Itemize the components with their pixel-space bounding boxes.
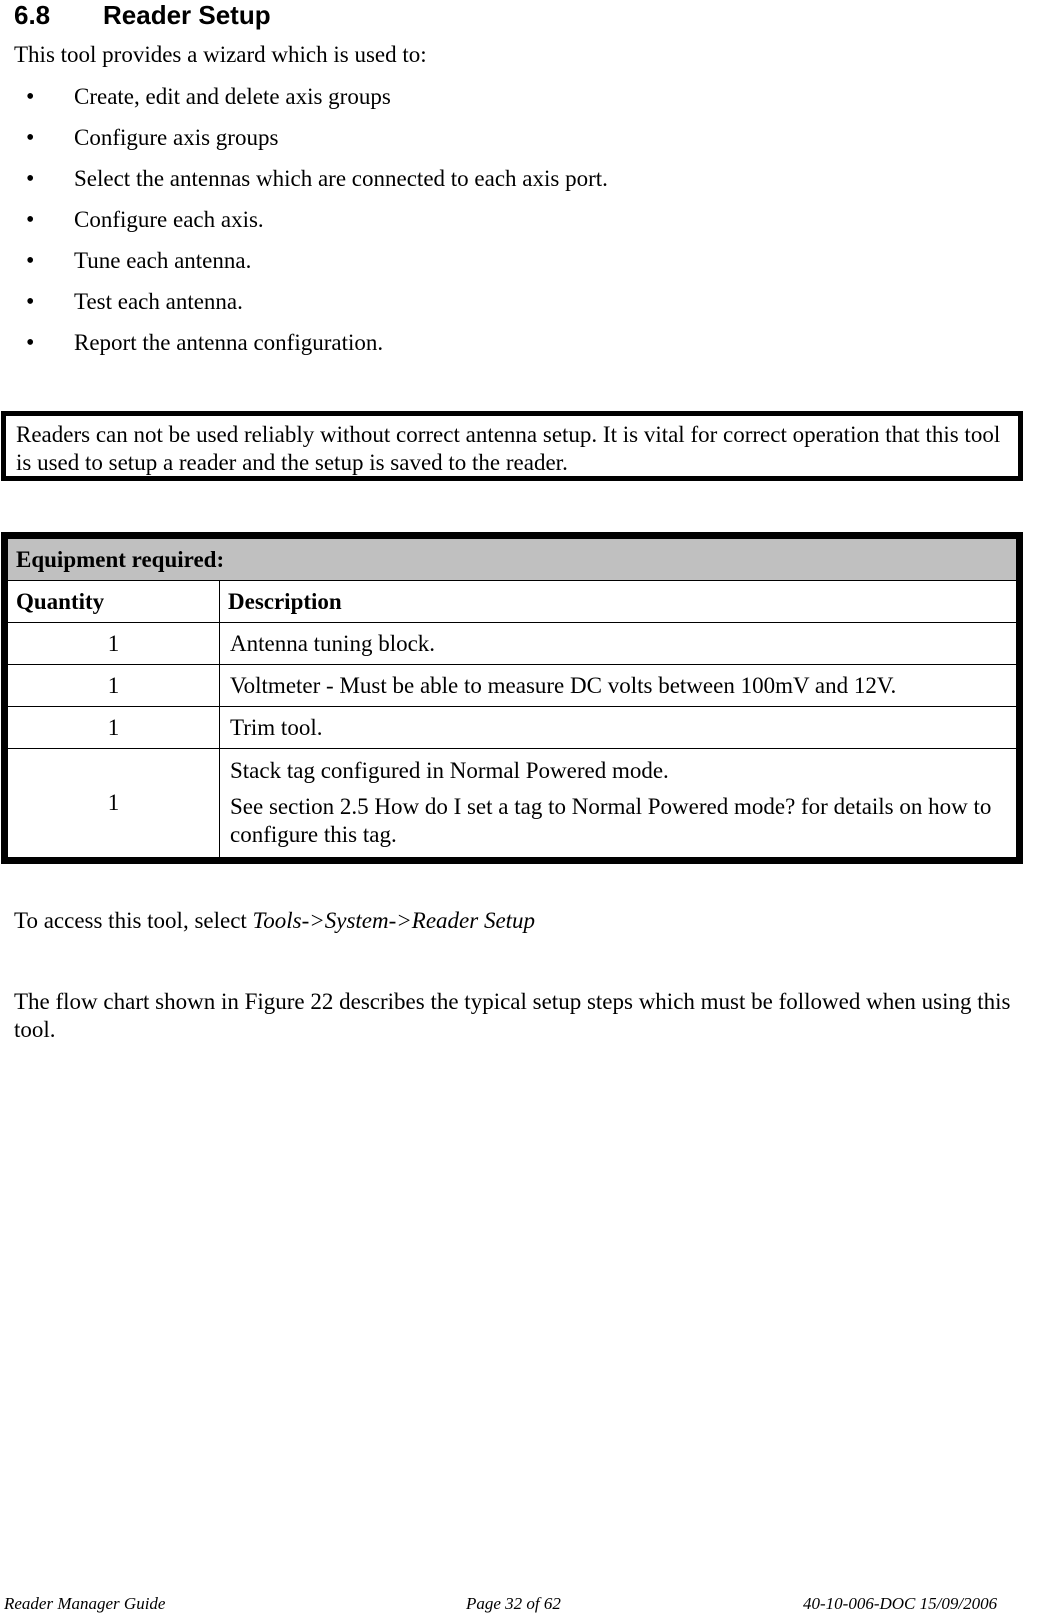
description-cell: Trim tool. <box>220 707 1017 749</box>
access-paragraph <box>14 906 535 936</box>
bullet-icon: • <box>26 125 35 151</box>
bullet-icon: • <box>26 166 35 192</box>
table-row <box>8 707 1017 749</box>
description-text: Stack tag configured in Normal Powered mode. <box>230 758 669 783</box>
table-header-row <box>8 581 1017 623</box>
table-row <box>8 749 1017 858</box>
quantity-cell: 1 <box>8 707 220 749</box>
table-row <box>8 623 1017 665</box>
menu-path: Tools->System->Reader Setup <box>252 908 536 933</box>
footer-doc-title: Reader Manager Guide <box>4 1594 166 1613</box>
description-cell: Voltmeter - Must be able to measure DC volts between 100mV and 12V. <box>220 665 1017 707</box>
equipment-table <box>1 532 1023 864</box>
bullet-icon: • <box>26 207 35 233</box>
description-cell <box>220 749 1017 858</box>
bullet-icon: • <box>26 248 35 274</box>
page-footer <box>0 1594 1053 1618</box>
bullet-icon: • <box>26 289 35 315</box>
description-header: Description <box>220 581 1017 623</box>
description-cell: Antenna tuning block. <box>220 623 1017 665</box>
flow-paragraph: The flow chart shown in Figure 22 describes the typical setup steps which must be followed when using this tool. <box>14 989 1011 1042</box>
equipment-caption: Equipment required: <box>8 539 1017 581</box>
section-heading <box>14 0 271 30</box>
table-caption-row <box>8 539 1017 581</box>
section-title: Reader Setup <box>103 0 271 30</box>
quantity-cell: 1 <box>8 665 220 707</box>
footer-page-number: Page 32 of 62 <box>466 1594 561 1613</box>
quantity-cell: 1 <box>8 749 220 858</box>
intro-paragraph: This tool provides a wizard which is used to: <box>14 42 427 67</box>
section-number: 6.8 <box>14 0 51 30</box>
warning-box: Readers can not be used reliably without correct antenna setup. It is vital for correct operation that this tool is used to setup a reader and the setup is saved to the reader. <box>1 411 1023 481</box>
bullet-icon: • <box>26 330 35 356</box>
footer-doc-id: 40-10-006-DOC 15/09/2006 <box>803 1594 998 1613</box>
quantity-header: Quantity <box>8 581 220 623</box>
bullet-icon: • <box>26 84 35 110</box>
access-prefix: To access this tool, select <box>14 908 253 933</box>
description-note: See section 2.5 How do I set a tag to Normal Powered mode? for details on how to configure this tag. <box>230 794 992 847</box>
table-row <box>8 665 1017 707</box>
quantity-cell: 1 <box>8 623 220 665</box>
